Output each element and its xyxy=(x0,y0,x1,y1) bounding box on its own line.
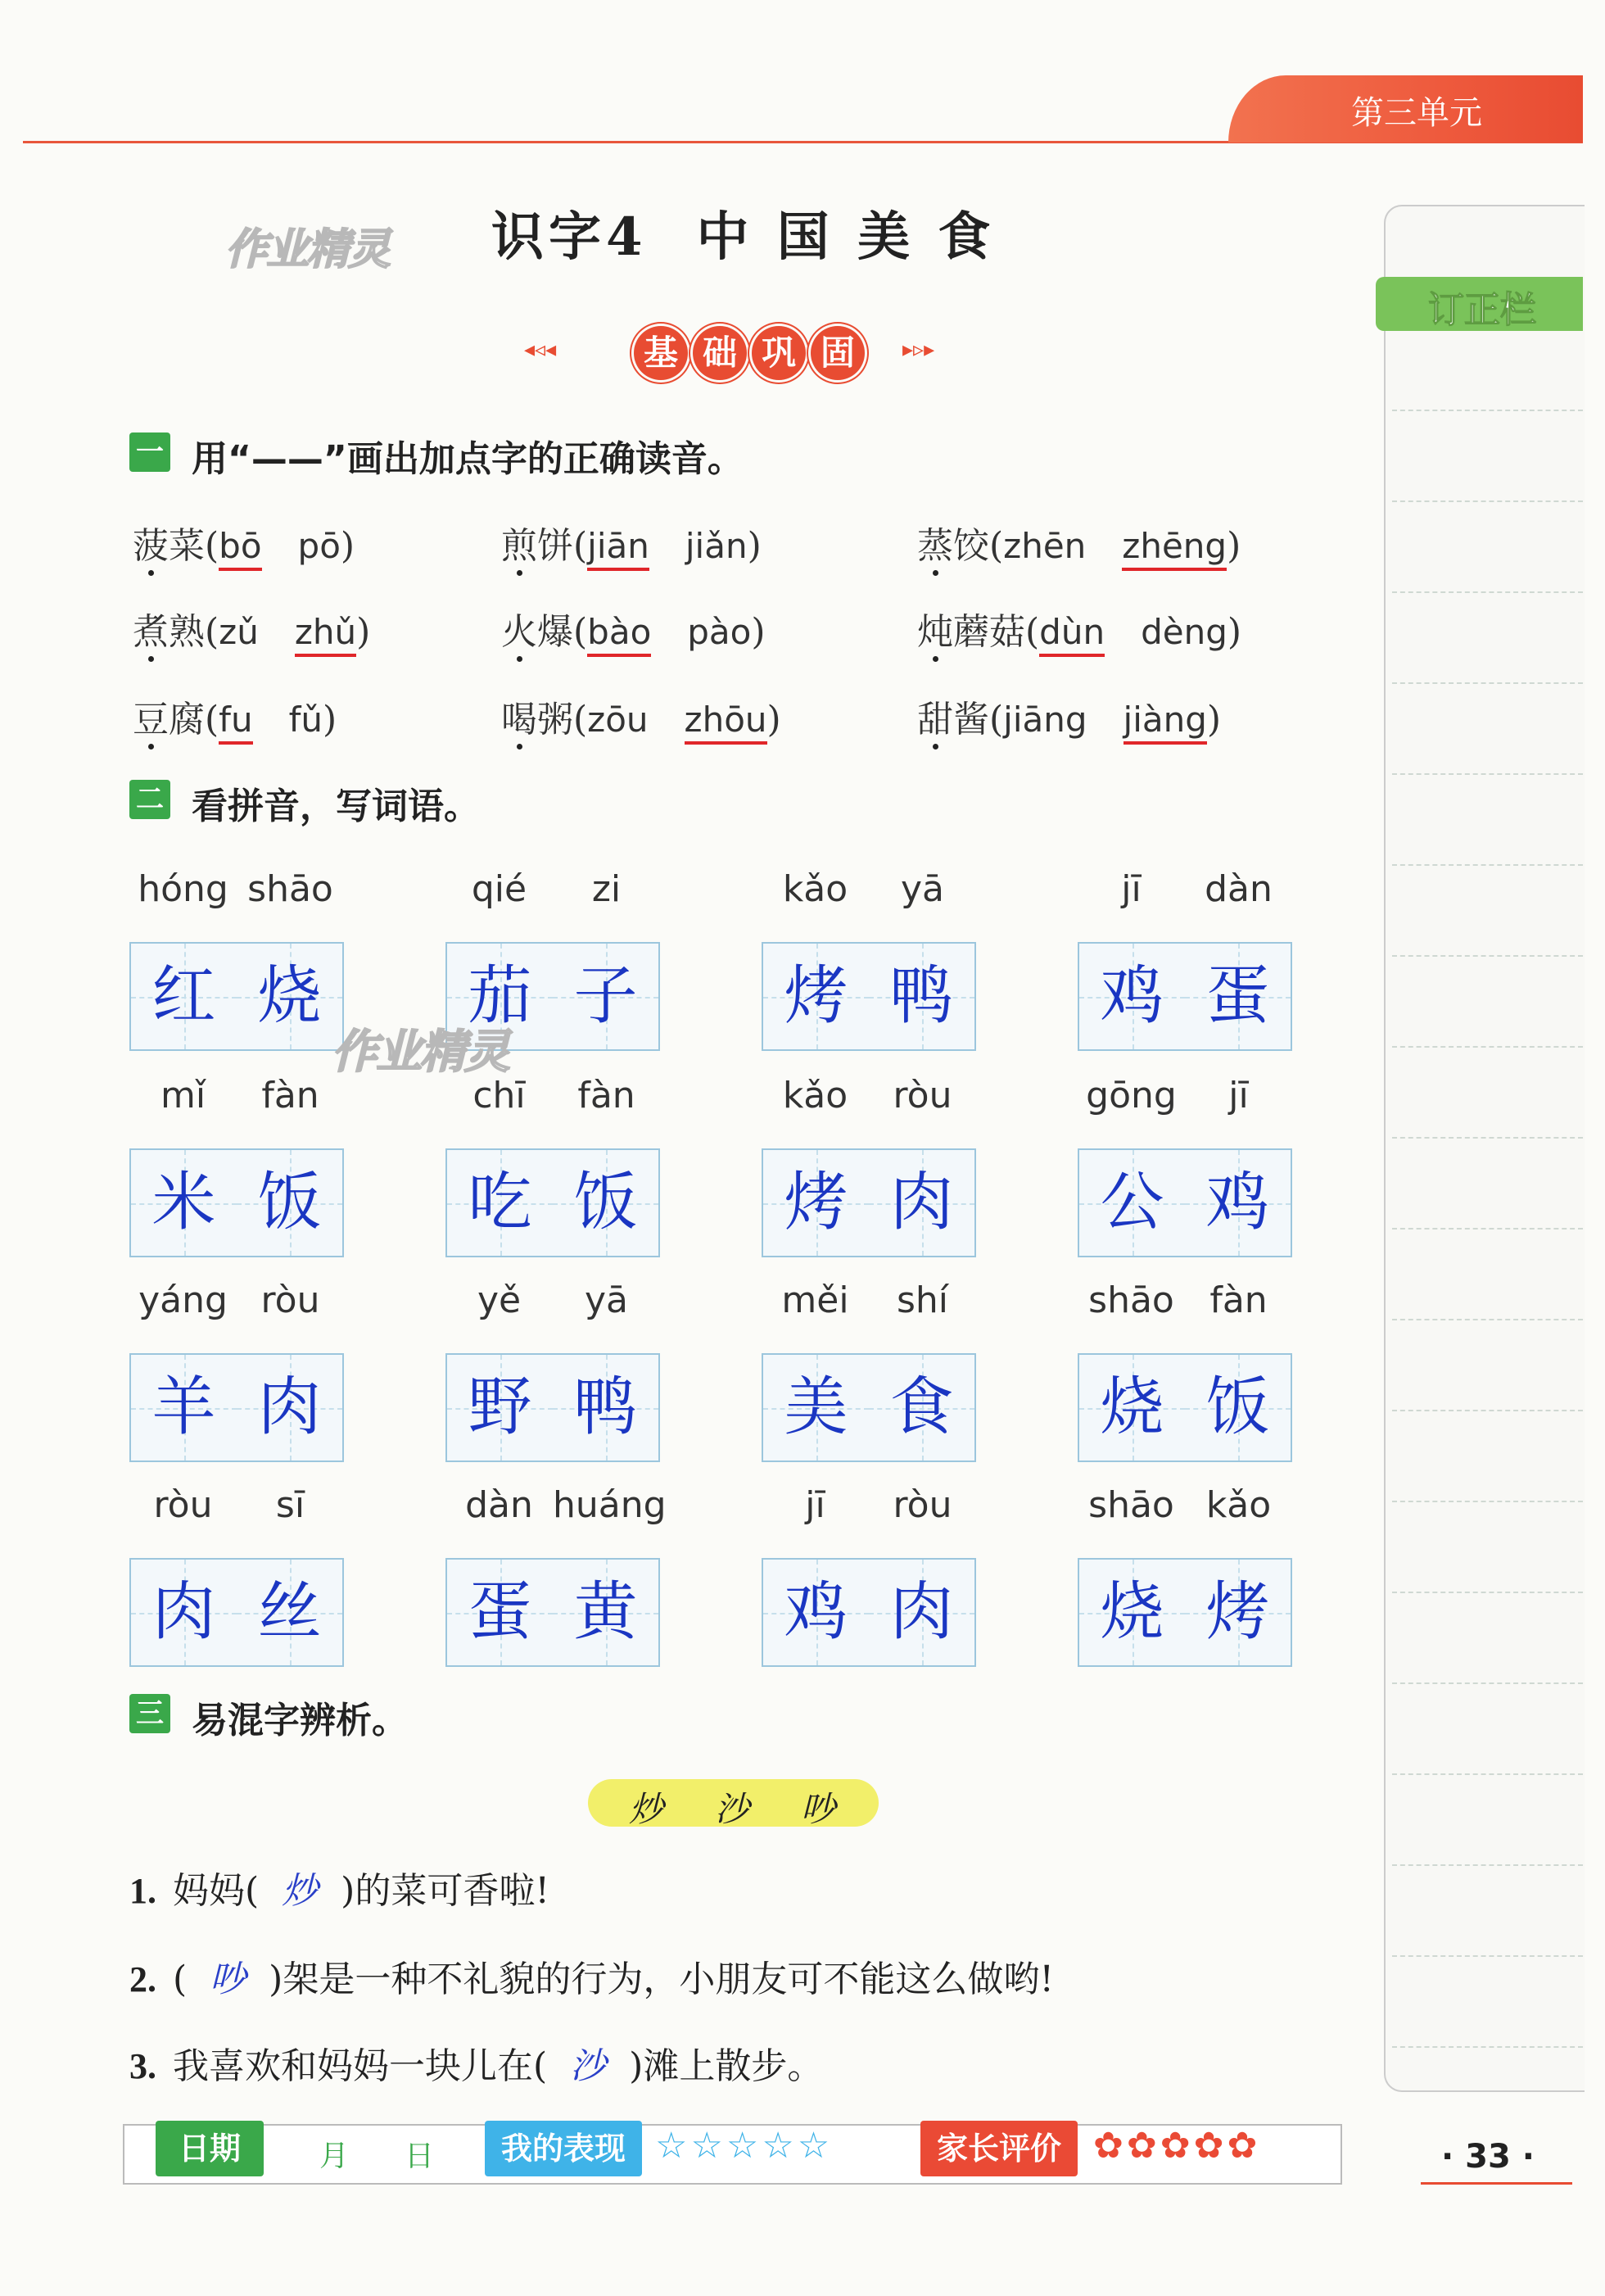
written-char: 米 xyxy=(151,1166,216,1239)
paren-close: ) xyxy=(751,611,766,653)
paren-open: ( xyxy=(205,611,219,653)
writing-cell[interactable] xyxy=(1078,1148,1187,1257)
pinyin-syllable: ròu xyxy=(893,1075,952,1116)
written-char: 烤 xyxy=(784,1166,848,1239)
writing-cell[interactable] xyxy=(869,1558,976,1667)
written-char: 茄 xyxy=(468,959,532,1033)
written-char: 肉 xyxy=(151,1575,216,1649)
correction-label: 订正栏 xyxy=(1428,289,1536,331)
paren-open: ( xyxy=(989,525,1004,567)
pinyin-syllable: fàn xyxy=(1209,1279,1268,1321)
pron-word: 菠菜 xyxy=(133,525,205,567)
written-char: 美 xyxy=(784,1370,848,1444)
written-char: 吃 xyxy=(468,1166,532,1239)
paren-open: ( xyxy=(573,699,588,740)
pinyin-syllable: qié xyxy=(471,868,527,910)
correction-line xyxy=(1392,1592,1583,1593)
correction-line xyxy=(1392,682,1583,684)
answer-blank[interactable]: 吵 xyxy=(210,1959,246,2000)
answer-blank[interactable]: 沙 xyxy=(570,2045,607,2087)
word-block xyxy=(445,1075,660,1263)
word-pinyin xyxy=(445,868,660,917)
month-label: 月 xyxy=(319,2140,350,2173)
emphasis-dot xyxy=(933,656,938,662)
word-block xyxy=(1078,1075,1292,1263)
question-line xyxy=(129,1950,1054,2002)
pron-word: 豆腐 xyxy=(133,699,205,740)
writing-cell[interactable] xyxy=(553,1148,660,1257)
word-pinyin xyxy=(445,1484,667,1533)
lesson-number: 识字4 xyxy=(491,206,648,268)
paren-open: ( xyxy=(573,611,588,653)
writing-cell[interactable] xyxy=(129,942,238,1051)
writing-cell[interactable] xyxy=(869,942,976,1051)
tianzige-cells xyxy=(129,1148,344,1256)
pinyin-option[interactable]: jiāng xyxy=(1003,700,1087,740)
written-char: 红 xyxy=(151,959,216,1033)
correction-line xyxy=(1392,1773,1583,1775)
written-char: 鸡 xyxy=(1205,1166,1270,1239)
page-number: · 33 · xyxy=(1441,2138,1535,2176)
paren-open: ( xyxy=(1025,611,1040,653)
word-block xyxy=(762,868,976,1057)
banner-char: 固 xyxy=(811,326,865,380)
correction-panel xyxy=(1384,205,1585,2092)
word-block xyxy=(762,1279,976,1468)
tianzige-cells xyxy=(1078,942,1292,1049)
pinyin-syllable: shí xyxy=(896,1279,949,1321)
word-block xyxy=(762,1484,976,1673)
word-pinyin xyxy=(445,1075,660,1124)
section-badge-2: 二 xyxy=(129,780,170,819)
question-line xyxy=(129,1861,549,1913)
pinyin-syllable: huáng xyxy=(553,1484,667,1526)
paren-close: ) xyxy=(322,699,337,740)
tianzige-cells xyxy=(445,1148,660,1256)
correction-line xyxy=(1392,1319,1583,1320)
pinyin-syllable: jī xyxy=(805,1484,825,1526)
pinyin-option-correct[interactable]: jiān xyxy=(587,526,649,571)
pinyin-syllable: ròu xyxy=(260,1279,320,1321)
correction-line xyxy=(1392,1137,1583,1139)
emphasis-dot xyxy=(148,656,154,662)
correction-line xyxy=(1392,955,1583,957)
paren-open: ( xyxy=(573,525,588,567)
writing-cell[interactable] xyxy=(237,1558,344,1667)
pinyin-syllable: ròu xyxy=(893,1484,952,1526)
question-number: 2. xyxy=(129,1959,156,1999)
pron-word: 煮熟 xyxy=(133,611,205,653)
written-char: 肉 xyxy=(257,1370,322,1444)
writing-cell[interactable] xyxy=(129,1148,238,1257)
word-pinyin xyxy=(1078,1484,1292,1533)
written-char: 饭 xyxy=(1205,1370,1270,1444)
pinyin-syllable: dàn xyxy=(1205,868,1273,910)
day-label: 日 xyxy=(405,2140,435,2173)
pinyin-syllable: fàn xyxy=(577,1075,635,1116)
pinyin-option[interactable]: zhēn xyxy=(1003,526,1087,566)
correction-line xyxy=(1392,1864,1583,1866)
written-char: 烤 xyxy=(1205,1575,1270,1649)
writing-cell[interactable] xyxy=(553,1353,660,1462)
pinyin-syllable: ròu xyxy=(153,1484,213,1526)
page-number-rule xyxy=(1421,2182,1572,2185)
pinyin-syllable: sī xyxy=(275,1484,305,1526)
written-char: 蛋 xyxy=(1205,959,1270,1033)
pinyin-option[interactable]: fǔ xyxy=(288,700,323,740)
pronunciation-item xyxy=(133,516,355,568)
pinyin-syllable: hóng xyxy=(138,868,228,910)
banner-char: 基 xyxy=(634,326,688,380)
pinyin-option-correct[interactable]: jiàng xyxy=(1124,700,1207,745)
paren-close: ) xyxy=(1227,525,1241,567)
word-block xyxy=(445,1279,660,1468)
emphasis-dot xyxy=(148,744,154,749)
pinyin-syllable: jī xyxy=(1228,1075,1249,1116)
written-char: 鸡 xyxy=(1100,959,1164,1033)
written-char: 羊 xyxy=(151,1370,216,1444)
pinyin-syllable: yā xyxy=(584,1279,628,1321)
written-char: 子 xyxy=(573,959,638,1033)
writing-cell[interactable] xyxy=(129,1558,238,1667)
word-pinyin xyxy=(129,868,344,917)
written-char: 野 xyxy=(468,1370,532,1444)
banner-char: 础 xyxy=(693,326,747,380)
word-block xyxy=(445,868,660,1057)
lesson-title xyxy=(491,195,995,270)
right-arrows-icon: ▸▹▸ xyxy=(902,337,935,362)
correction-line xyxy=(1392,591,1583,593)
writing-cell[interactable] xyxy=(1078,942,1187,1051)
correction-line xyxy=(1392,773,1583,775)
emphasis-dot xyxy=(933,570,938,576)
written-char: 食 xyxy=(889,1370,954,1444)
writing-cell[interactable] xyxy=(762,1148,870,1257)
section-badge-1: 一 xyxy=(129,432,170,472)
word-pinyin xyxy=(762,1279,976,1329)
question-number: 3. xyxy=(129,2046,156,2086)
word-block xyxy=(762,1075,976,1263)
writing-cell[interactable] xyxy=(1185,942,1292,1051)
pinyin-syllable: mǐ xyxy=(160,1075,206,1116)
emphasis-dot xyxy=(517,656,522,662)
tianzige-cells xyxy=(1078,1148,1292,1256)
pinyin-option[interactable]: pō xyxy=(297,526,341,566)
pinyin-syllable: shāo xyxy=(1088,1484,1174,1526)
word-pinyin xyxy=(1078,1075,1292,1124)
word-pinyin xyxy=(1078,868,1292,917)
word-block xyxy=(1078,868,1292,1057)
pinyin-syllable: yáng xyxy=(138,1279,228,1321)
pron-word: 火爆 xyxy=(501,611,573,653)
word-pinyin xyxy=(762,1075,976,1124)
tianzige-cells xyxy=(1078,1558,1292,1665)
pinyin-syllable: kǎo xyxy=(782,1075,848,1116)
writing-cell[interactable] xyxy=(445,1148,554,1257)
pronunciation-item xyxy=(133,690,337,742)
writing-cell[interactable] xyxy=(1185,1558,1292,1667)
writing-cell[interactable] xyxy=(869,1148,976,1257)
writing-cell[interactable] xyxy=(869,1353,976,1462)
writing-cell[interactable] xyxy=(553,942,660,1051)
question-text-before: ( xyxy=(173,1959,188,2000)
parent-eval-label: 家长评价 xyxy=(920,2121,1078,2176)
pinyin-syllable: yā xyxy=(900,868,944,910)
emphasis-dot xyxy=(517,744,522,749)
written-char: 烧 xyxy=(1100,1370,1164,1444)
writing-cell[interactable] xyxy=(237,942,344,1051)
tianzige-cells xyxy=(445,1353,660,1460)
written-char: 饭 xyxy=(257,1166,322,1239)
paren-close: ) xyxy=(356,611,371,653)
tianzige-cells xyxy=(762,1558,976,1665)
question-text-after: )的菜可香啦! xyxy=(341,1870,550,1912)
tianzige-cells xyxy=(762,1148,976,1256)
writing-cell[interactable] xyxy=(762,942,870,1051)
word-block xyxy=(129,1484,344,1673)
pinyin-syllable: chī xyxy=(472,1075,526,1116)
writing-cell[interactable] xyxy=(445,942,554,1051)
tianzige-cells xyxy=(445,1558,660,1665)
left-arrows-icon: ◂◃◂ xyxy=(524,337,557,362)
pron-word: 喝粥 xyxy=(501,699,573,740)
paren-close: ) xyxy=(747,525,762,567)
pinyin-syllable: měi xyxy=(781,1279,849,1321)
pinyin-option[interactable]: zǔ xyxy=(219,612,259,652)
pinyin-option-correct[interactable]: bào xyxy=(587,612,651,657)
correction-line xyxy=(1392,1501,1583,1502)
written-char: 烧 xyxy=(257,959,322,1033)
pronunciation-item xyxy=(501,602,766,654)
pronunciation-item xyxy=(917,516,1241,568)
question-line xyxy=(129,2036,823,2089)
pinyin-option[interactable]: pào xyxy=(687,612,752,652)
pinyin-syllable: kǎo xyxy=(782,868,848,910)
pinyin-syllable: jī xyxy=(1121,868,1142,910)
word-pinyin xyxy=(445,1279,660,1329)
star-rating-icons[interactable]: ☆☆☆☆☆ xyxy=(655,2125,834,2167)
written-char: 鸡 xyxy=(784,1575,848,1649)
pinyin-option-correct[interactable]: zhēng xyxy=(1122,526,1227,571)
pinyin-option[interactable]: dèng xyxy=(1141,612,1227,652)
tianzige-cells xyxy=(1078,1353,1292,1460)
tianzige-cells xyxy=(129,1558,344,1665)
writing-cell[interactable] xyxy=(445,1558,554,1667)
pronunciation-item xyxy=(917,690,1221,742)
paren-close: ) xyxy=(340,525,355,567)
writing-cell[interactable] xyxy=(1185,1353,1292,1462)
pinyin-option-correct[interactable]: fu xyxy=(219,700,252,745)
banner-char: 巩 xyxy=(752,326,806,380)
word-pinyin xyxy=(129,1279,344,1329)
word-block xyxy=(1078,1279,1292,1468)
writing-cell[interactable] xyxy=(762,1353,870,1462)
correction-line xyxy=(1392,1682,1583,1684)
pinyin-option-correct[interactable]: bō xyxy=(219,526,261,571)
pinyin-option[interactable]: zōu xyxy=(587,700,649,740)
pron-word: 蒸饺 xyxy=(917,525,989,567)
pinyin-syllable: shāo xyxy=(1088,1279,1174,1321)
pron-word: 煎饼 xyxy=(501,525,573,567)
pinyin-syllable: shāo xyxy=(247,868,333,910)
paren-open: ( xyxy=(989,699,1004,740)
correction-line xyxy=(1392,1955,1583,1957)
section-badge-3: 三 xyxy=(129,1694,170,1733)
pronunciation-item xyxy=(501,690,781,742)
written-char: 蛋 xyxy=(468,1575,532,1649)
tianzige-cells xyxy=(445,942,660,1049)
tianzige-cells xyxy=(762,942,976,1049)
pinyin-syllable: kǎo xyxy=(1205,1484,1272,1526)
emphasis-dot xyxy=(933,744,938,749)
tianzige-cells xyxy=(129,942,344,1049)
emphasis-dot xyxy=(148,570,154,576)
watermark-logo: 作业精灵 xyxy=(332,1026,509,1079)
word-block xyxy=(129,1075,344,1263)
pinyin-syllable: zi xyxy=(591,868,622,910)
written-char: 肉 xyxy=(889,1166,954,1239)
pinyin-option-correct[interactable]: zhǔ xyxy=(295,612,356,657)
pinyin-option[interactable]: jiǎn xyxy=(685,526,748,566)
paren-close: ) xyxy=(1227,611,1242,653)
section1-instruction: 用“——”画出加点字的正确读音。 xyxy=(192,438,744,480)
pinyin-syllable: fàn xyxy=(261,1075,319,1116)
written-char: 公 xyxy=(1100,1166,1164,1239)
word-pinyin xyxy=(129,1075,344,1124)
correction-line xyxy=(1392,410,1583,411)
correction-line xyxy=(1392,2046,1583,2048)
tianzige-cells xyxy=(129,1353,344,1460)
paren-close: ) xyxy=(1206,699,1222,740)
word-pinyin xyxy=(1078,1279,1292,1329)
tianzige-cells xyxy=(762,1353,976,1460)
confusable-char: 炒 xyxy=(629,1789,664,1829)
date-label: 日期 xyxy=(156,2121,264,2176)
written-char: 鸭 xyxy=(573,1370,638,1444)
pinyin-syllable: gōng xyxy=(1086,1075,1177,1116)
question-text-after: )架是一种不礼貌的行为，小朋友可不能这么做哟! xyxy=(269,1959,1055,2000)
confusable-chars xyxy=(588,1779,879,1827)
word-pinyin xyxy=(762,868,976,917)
word-block xyxy=(129,1279,344,1468)
word-block xyxy=(129,868,344,1057)
paren-open: ( xyxy=(205,699,219,740)
pronunciation-item xyxy=(917,602,1241,654)
pinyin-option-correct[interactable]: zhōu xyxy=(685,700,767,745)
paren-open: ( xyxy=(205,525,219,567)
correction-line xyxy=(1392,500,1583,502)
written-char: 饭 xyxy=(573,1166,638,1239)
question-text-before: 我喜欢和妈妈一块儿在( xyxy=(173,2045,548,2087)
writing-cell[interactable] xyxy=(237,1353,344,1462)
watermark-logo: 作业精灵 xyxy=(225,225,390,274)
pron-word: 甜酱 xyxy=(917,699,989,740)
word-pinyin xyxy=(762,1484,976,1533)
writing-cell[interactable] xyxy=(129,1353,238,1462)
word-block xyxy=(445,1484,667,1673)
performance-label: 我的表现 xyxy=(485,2121,642,2176)
written-char: 黄 xyxy=(573,1575,638,1649)
written-char: 丝 xyxy=(257,1575,322,1649)
correction-line xyxy=(1392,864,1583,866)
section2-instruction: 看拼音，写词语。 xyxy=(192,786,480,827)
answer-blank[interactable]: 炒 xyxy=(282,1870,319,1912)
written-char: 肉 xyxy=(889,1575,954,1649)
written-char: 烧 xyxy=(1100,1575,1164,1649)
confusable-char: 吵 xyxy=(801,1789,836,1829)
writing-cell[interactable] xyxy=(553,1558,660,1667)
writing-cell[interactable] xyxy=(1185,1148,1292,1257)
pronunciation-item xyxy=(133,602,370,654)
emphasis-dot xyxy=(517,570,522,576)
paren-close: ) xyxy=(766,699,781,740)
question-text-before: 妈妈( xyxy=(173,1870,260,1912)
written-char: 鸭 xyxy=(889,959,954,1033)
correction-line xyxy=(1392,1046,1583,1048)
writing-cell[interactable] xyxy=(237,1148,344,1257)
pron-word: 炖蘑菇 xyxy=(917,611,1025,653)
question-text-after: )滩上散步。 xyxy=(629,2045,824,2087)
pinyin-syllable: dàn xyxy=(465,1484,533,1526)
correction-line xyxy=(1392,1410,1583,1411)
writing-cell[interactable] xyxy=(1078,1353,1187,1462)
section3-instruction: 易混字辨析。 xyxy=(192,1700,408,1741)
pronunciation-item xyxy=(501,516,762,568)
flower-rating-icons[interactable]: ✿✿✿✿✿ xyxy=(1093,2125,1261,2167)
writing-cell[interactable] xyxy=(762,1558,870,1667)
word-pinyin xyxy=(129,1484,344,1533)
pinyin-option-correct[interactable]: dùn xyxy=(1039,612,1105,657)
correction-line xyxy=(1392,1228,1583,1230)
unit-label: 第三单元 xyxy=(1351,94,1482,132)
question-number: 1. xyxy=(129,1871,156,1911)
confusable-char: 沙 xyxy=(715,1789,750,1829)
written-char: 烤 xyxy=(784,959,848,1033)
basics-banner xyxy=(524,319,983,385)
pinyin-syllable: yě xyxy=(477,1279,522,1321)
writing-cell[interactable] xyxy=(1078,1558,1187,1667)
lesson-topic: 中 国 美 食 xyxy=(696,206,996,268)
writing-cell[interactable] xyxy=(445,1353,554,1462)
word-block xyxy=(1078,1484,1292,1673)
